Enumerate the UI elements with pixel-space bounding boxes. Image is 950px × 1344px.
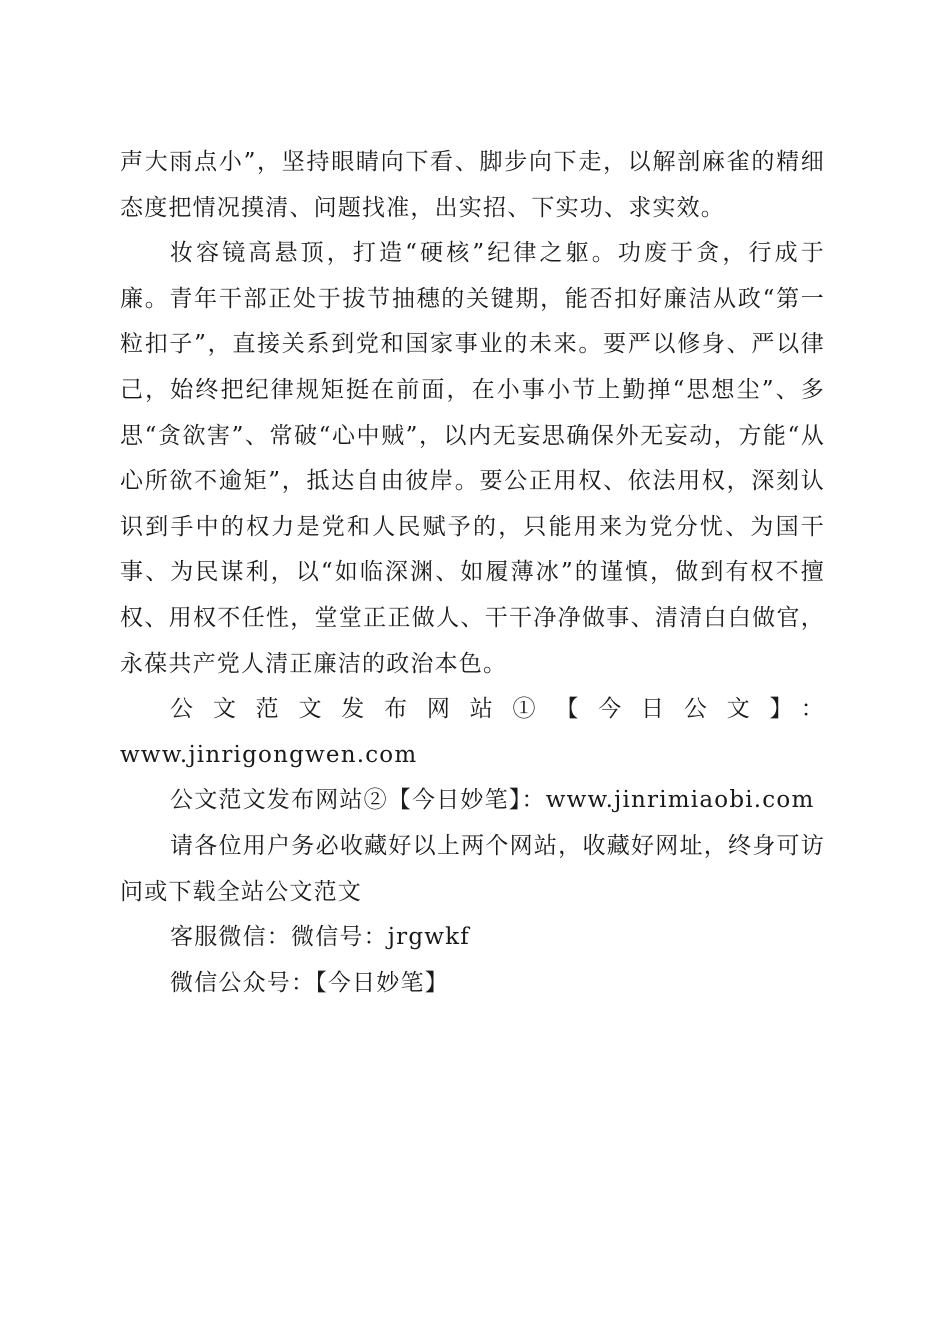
paragraph-discipline: 妆容镜高悬顶，打造“硬核”纪律之躯。功废于贪，行成于廉。青年干部正处于拔节抽穗的关键期，能否扣好廉洁从政“第一粒扣子”，直接关系到党和国家事业的未来。要严以修身、严以律己，始终把纪律规矩挺在前面，在小事小节上勤掸“思想尘”、多思“贪欲害”、常破“心中贼”，以内无妄思确保外无妄动，方能“从心所欲不逾矩”，抵达自由彼岸。要公正用权、依法用权，深刻认识到手中的权力是党和人民赋予的，只能用来为党分忧、为国干事、为民谋利，以“如临深渊、如履薄冰”的谨慎，做到有权不擅权、用权不任性，堂堂正正做人、干干净净做事、清清白白做官，永葆共产党人清正廉洁的政治本色。 [120, 240, 825, 677]
footer-service-wechat: 客服微信：微信号：jrgwkf [170, 924, 470, 951]
paragraph-continued: 声大雨点小”，坚持眼睛向下看、脚步向下走，以解剖麻雀的精细态度把情况摸清、问题找准，出实招、下实功、求实效。 [120, 149, 825, 221]
footer-site1-label: 公文范文发布网站①【今日公文】： [170, 696, 825, 723]
footer-site2[interactable]: 公文范文发布网站②【今日妙笔】：www.jinrimiaobi.com [170, 787, 815, 814]
footer-site1-url[interactable]: www.jinrigongwen.com [120, 741, 418, 768]
footer-official-account: 微信公众号：【今日妙笔】 [170, 969, 449, 996]
document-body [120, 140, 825, 1006]
footer-notice: 请各位用户务必收藏好以上两个网站，收藏好网址，终身可访问或下载全站公文范文 [120, 832, 825, 905]
